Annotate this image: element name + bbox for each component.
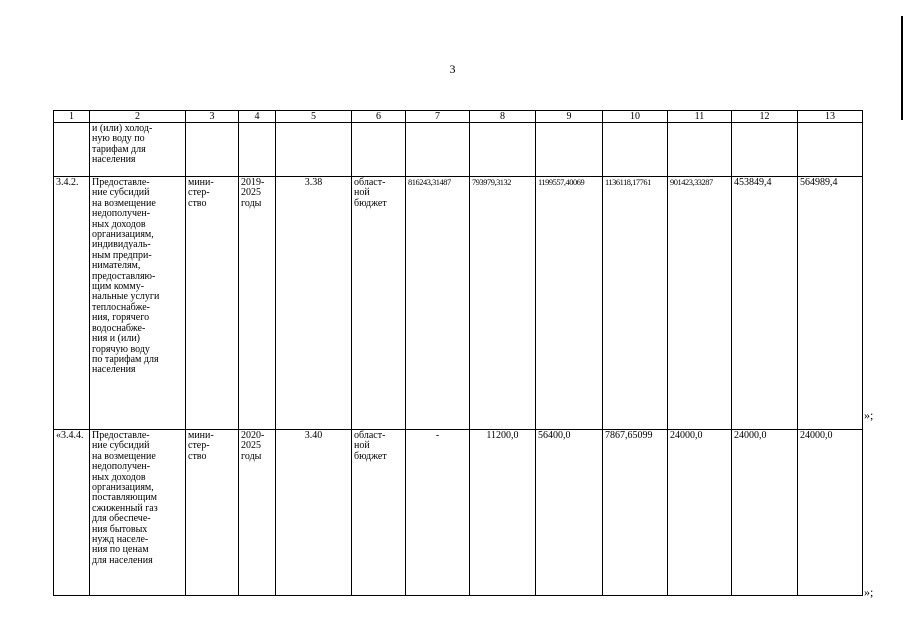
value-cell [406, 123, 470, 177]
executor-cell: мини- стер- ство [186, 430, 239, 596]
header-cell: 4 [239, 111, 276, 123]
header-cell: 2 [90, 111, 186, 123]
value-cell: 24000,0 [668, 430, 732, 596]
funding-source-cell: област- ной бюджет [352, 430, 406, 596]
item-description: Предоставле- ние субсидий на возмещение недополучен- ных доходов организациям, индивидуаль- ным предпри- нимателям, предоставляю- щим комму- нальные услуги теплоснабже- ния, горячего водоснабже- ния и (или) горячую воду по тарифам для населения [90, 177, 186, 430]
row-closing-quote: »; [864, 585, 874, 599]
header-cell: 1 [54, 111, 90, 123]
funding-source-cell: област- ной бюджет [352, 177, 406, 430]
table-row [54, 123, 863, 177]
header-cell: 3 [186, 111, 239, 123]
value-cell [603, 123, 668, 177]
item-number: «3.4.4. [54, 430, 90, 596]
header-cell: 9 [536, 111, 603, 123]
header-cell: 8 [470, 111, 536, 123]
value-cell: 564989,4 [798, 177, 863, 430]
executor-cell: мини- стер- ство [186, 177, 239, 430]
header-cell: 12 [732, 111, 798, 123]
header-row [54, 111, 863, 123]
value-cell: 24000,0 [798, 430, 863, 596]
indicator-cell: 3.40 [276, 430, 352, 596]
period-cell: 2019- 2025 годы [239, 177, 276, 430]
value-cell: - [406, 430, 470, 596]
header-cell: 13 [798, 111, 863, 123]
value-cell: 7867,65099 [603, 430, 668, 596]
item-description: Предоставле- ние субсидий на возмещение недополучен- ных доходов организациям, поставляющим сжиженный газ для обеспече- ния бытовых нужд населе- ния по ценам для населения [90, 430, 186, 596]
executor-cell [186, 123, 239, 177]
row-closing-quote: »; [864, 408, 874, 422]
value-cell [470, 123, 536, 177]
value-cell [536, 123, 603, 177]
indicator-cell [276, 123, 352, 177]
header-cell: 10 [603, 111, 668, 123]
header-cell: 6 [352, 111, 406, 123]
value-cell: 24000,0 [732, 430, 798, 596]
page-number: 3 [449, 62, 456, 76]
value-cell: 793979,3132 [470, 177, 536, 430]
header-cell: 5 [276, 111, 352, 123]
value-cell: 11200,0 [470, 430, 536, 596]
value-cell: 1199557,40069 [536, 177, 603, 430]
item-number [54, 123, 90, 177]
value-cell [668, 123, 732, 177]
period-cell [239, 123, 276, 177]
funding-source-cell [352, 123, 406, 177]
edge-mark [901, 16, 903, 120]
header-cell: 7 [406, 111, 470, 123]
header-cell: 11 [668, 111, 732, 123]
indicator-cell: 3.38 [276, 177, 352, 430]
value-cell: 453849,4 [732, 177, 798, 430]
item-description: и (или) холод- ную воду по тарифам для населения [90, 123, 186, 177]
value-cell: 816243,31487 [406, 177, 470, 430]
value-cell: 56400,0 [536, 430, 603, 596]
table-row [54, 430, 863, 596]
value-cell: 901423,33287 [668, 177, 732, 430]
value-cell [798, 123, 863, 177]
value-cell [732, 123, 798, 177]
value-cell: 1136118,17761 [603, 177, 668, 430]
budget-table [53, 110, 863, 596]
period-cell: 2020- 2025 годы [239, 430, 276, 596]
item-number: 3.4.2. [54, 177, 90, 430]
table-row [54, 177, 863, 430]
